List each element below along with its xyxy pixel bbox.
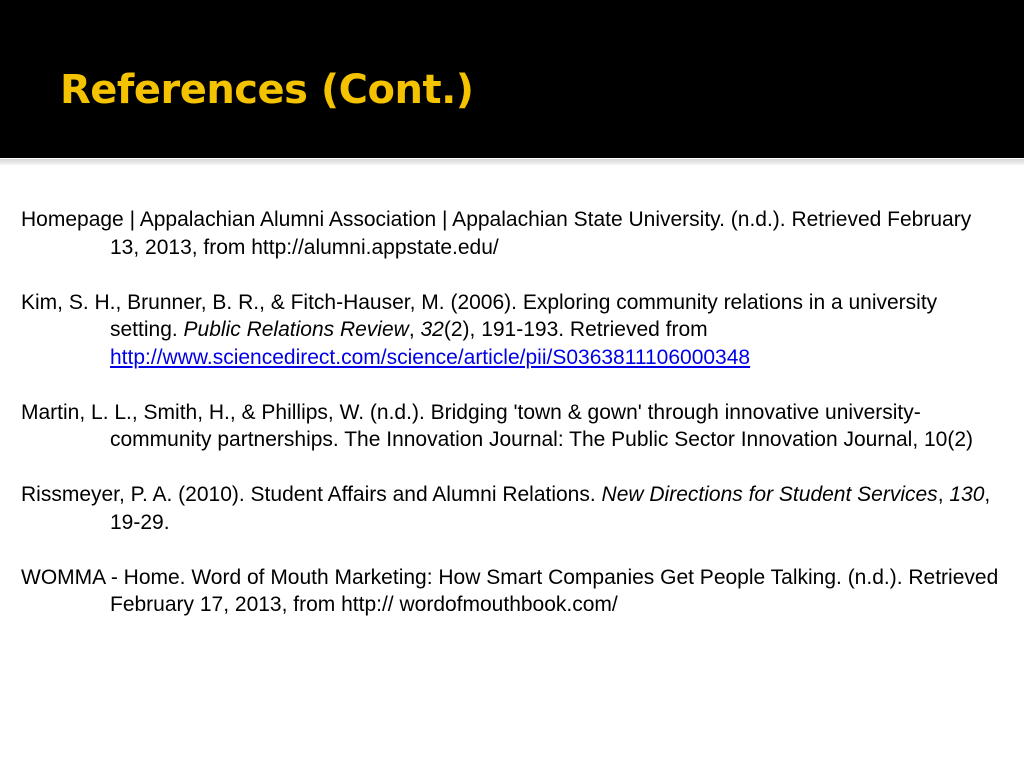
reference-item-womma: WOMMA - Home. Word of Mouth Marketing: How Smart Companies Get People Talking. (n.d.). Retrieved February 17, 2013, from http:// wordofmouthbook.com/ [21, 565, 999, 616]
reference-details: , 19-29. [110, 483, 991, 534]
reference-list [21, 206, 1006, 646]
reference-volume: 32 [420, 318, 444, 341]
reference-separator: , [408, 318, 421, 341]
reference-item-rissmeyer [21, 481, 1006, 536]
reference-details: (2), 191-193. Retrieved from [443, 318, 708, 341]
header-divider [0, 159, 1024, 165]
reference-journal: New Directions for Student Services [601, 483, 938, 506]
reference-item-homepage: Homepage | Appalachian Alumni Association | Appalachian State University. (n.d.). Retrieved February 13, 2013, from http://alumni.appstate.edu/ [21, 208, 972, 259]
reference-item-martin: Martin, L. L., Smith, H., & Phillips, W. (n.d.). Bridging 'town & gown' through innovative university-community partnerships. The Innovation Journal: The Public Sector Innovation Journal, 10(2) [21, 400, 974, 451]
slide-header [0, 0, 1024, 158]
slide-title: References (Cont.) [60, 67, 474, 113]
reference-journal: Public Relations Review [183, 318, 409, 341]
reference-separator: , [937, 483, 950, 506]
reference-item-kim [21, 289, 1006, 372]
reference-volume: 130 [949, 483, 985, 506]
reference-authors: Rissmeyer, P. A. (2010). Student Affairs and Alumni Relations. [21, 483, 602, 506]
reference-link[interactable]: http://www.sciencedirect.com/science/article/pii/S0363811106000348 [110, 345, 751, 369]
reference-authors: Kim, S. H., Brunner, B. R., & Fitch-Hauser, M. (2006). Exploring community relations in a university setting. [21, 290, 938, 341]
